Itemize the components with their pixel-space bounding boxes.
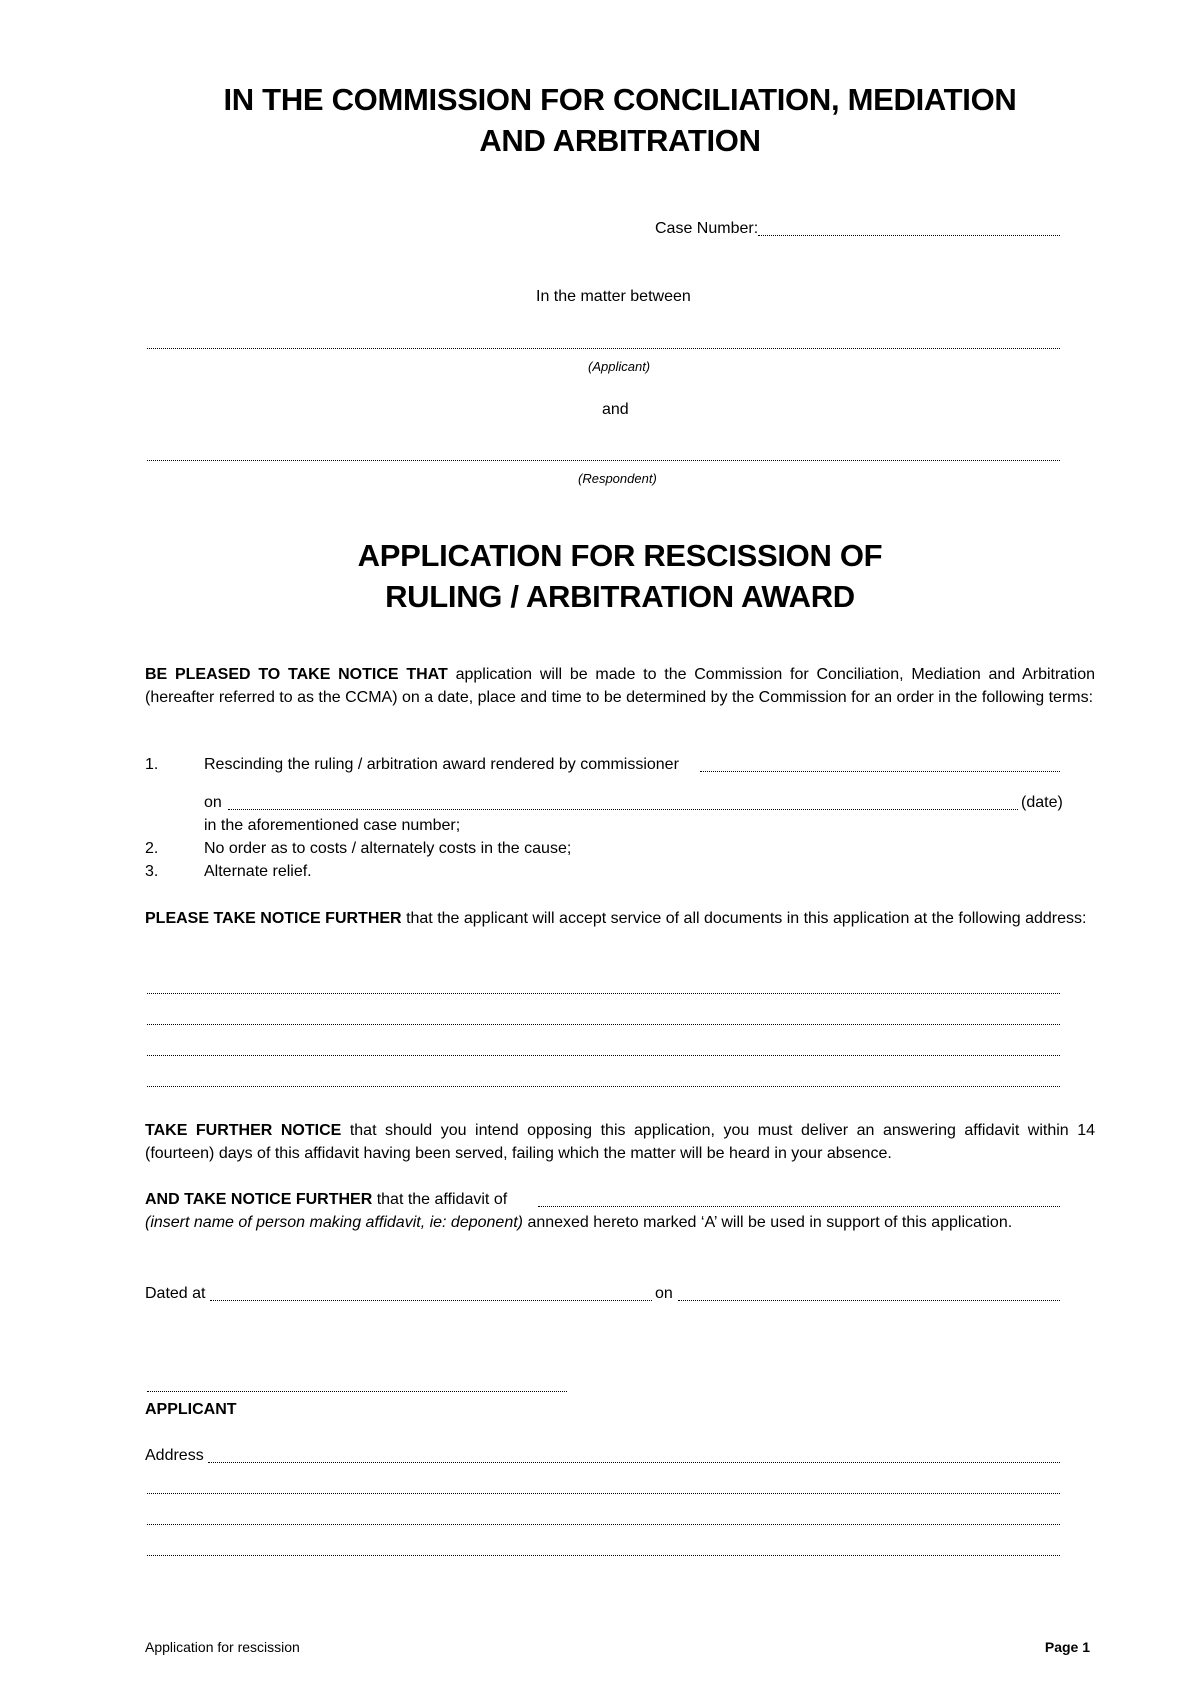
notice-paragraph	[145, 663, 1095, 709]
document-title-line2: RULING / ARBITRATION AWARD	[385, 579, 855, 614]
applicant-name-field[interactable]	[147, 348, 1060, 349]
service-address-line-1[interactable]	[147, 993, 1060, 994]
address-notice-lead: PLEASE TAKE NOTICE FURTHER	[145, 910, 402, 927]
opposing-notice-text: that should you intend opposing this application, you must deliver an answering affidavit within 14 (fourteen) days of this affidavit having been served, failing which the matter will be heard in your absence.	[145, 1122, 1096, 1162]
term-2-number: 2.	[145, 840, 159, 857]
case-number-label: Case Number:	[655, 220, 759, 237]
term-3-number: 3.	[145, 863, 159, 880]
commission-title-line2: AND ARBITRATION	[479, 123, 761, 158]
respondent-caption: (Respondent)	[578, 471, 657, 486]
dated-on-label: on	[655, 1285, 673, 1302]
award-date-field[interactable]	[228, 809, 1018, 810]
term-1-text: Rescinding the ruling / arbitration award rendered by commissioner	[204, 756, 679, 773]
address-notice-text: that the applicant will accept service of all documents in this application at the following address:	[406, 910, 1087, 927]
term-2-text: No order as to costs / alternately costs in the cause;	[204, 840, 572, 857]
applicant-signature-label: APPLICANT	[145, 1401, 237, 1418]
case-number-field[interactable]	[758, 235, 1060, 236]
document-title-line1: APPLICATION FOR RESCISSION OF	[357, 538, 883, 573]
footer-document-name: Application for rescission	[145, 1639, 300, 1655]
applicant-address-line-3[interactable]	[147, 1524, 1060, 1525]
matter-between-text: In the matter between	[536, 288, 691, 305]
and-text: and	[602, 401, 629, 418]
applicant-signature-field[interactable]	[147, 1391, 567, 1392]
term-3-text: Alternate relief.	[204, 863, 312, 880]
applicant-address-line-2[interactable]	[147, 1493, 1060, 1494]
affidavit-line-1	[145, 1189, 507, 1211]
affidavit-text: that the affidavit of	[376, 1191, 508, 1208]
affidavit-instruction: (insert name of person making affidavit, ie: deponent)	[145, 1214, 523, 1231]
applicant-caption: (Applicant)	[588, 359, 651, 374]
address-notice-paragraph	[145, 907, 1095, 930]
respondent-name-field[interactable]	[147, 460, 1060, 461]
opposing-notice-lead: TAKE FURTHER NOTICE	[145, 1122, 342, 1139]
dated-date-field[interactable]	[678, 1300, 1060, 1301]
deponent-name-field[interactable]	[538, 1206, 1060, 1207]
dated-place-field[interactable]	[210, 1300, 652, 1301]
footer-page-number: Page 1	[1044, 1639, 1090, 1655]
term-1-number: 1.	[145, 756, 159, 773]
dated-at-label: Dated at	[145, 1285, 206, 1302]
term-1-on-label: on	[204, 794, 222, 811]
service-address-line-4[interactable]	[147, 1086, 1060, 1087]
opposing-notice-paragraph	[145, 1119, 1095, 1165]
term-1-date-label: (date)	[1021, 794, 1063, 811]
notice-lead: BE PLEASED TO TAKE NOTICE THAT	[145, 666, 448, 683]
affidavit-line-2	[145, 1212, 1012, 1234]
applicant-address-line-1[interactable]	[208, 1462, 1060, 1463]
affidavit-lead: AND TAKE NOTICE FURTHER	[145, 1191, 373, 1208]
notice-text: application will be made to the Commission for Conciliation, Mediation and Arbitration (hereafter referred to as the CCMA) on a date, place and time to be determined by the Commission for an order in the following terms:	[145, 666, 1096, 706]
applicant-address-label: Address	[145, 1447, 204, 1464]
affidavit-rest: annexed hereto marked ‘A’ will be used in support of this application.	[527, 1214, 1013, 1231]
commission-title-line1: IN THE COMMISSION FOR CONCILIATION, MEDIATION	[223, 82, 1017, 117]
service-address-line-2[interactable]	[147, 1024, 1060, 1025]
service-address-line-3[interactable]	[147, 1055, 1060, 1056]
applicant-address-line-4[interactable]	[147, 1555, 1060, 1556]
commissioner-name-field[interactable]	[700, 771, 1060, 772]
term-1-continued: in the aforementioned case number;	[204, 817, 461, 834]
